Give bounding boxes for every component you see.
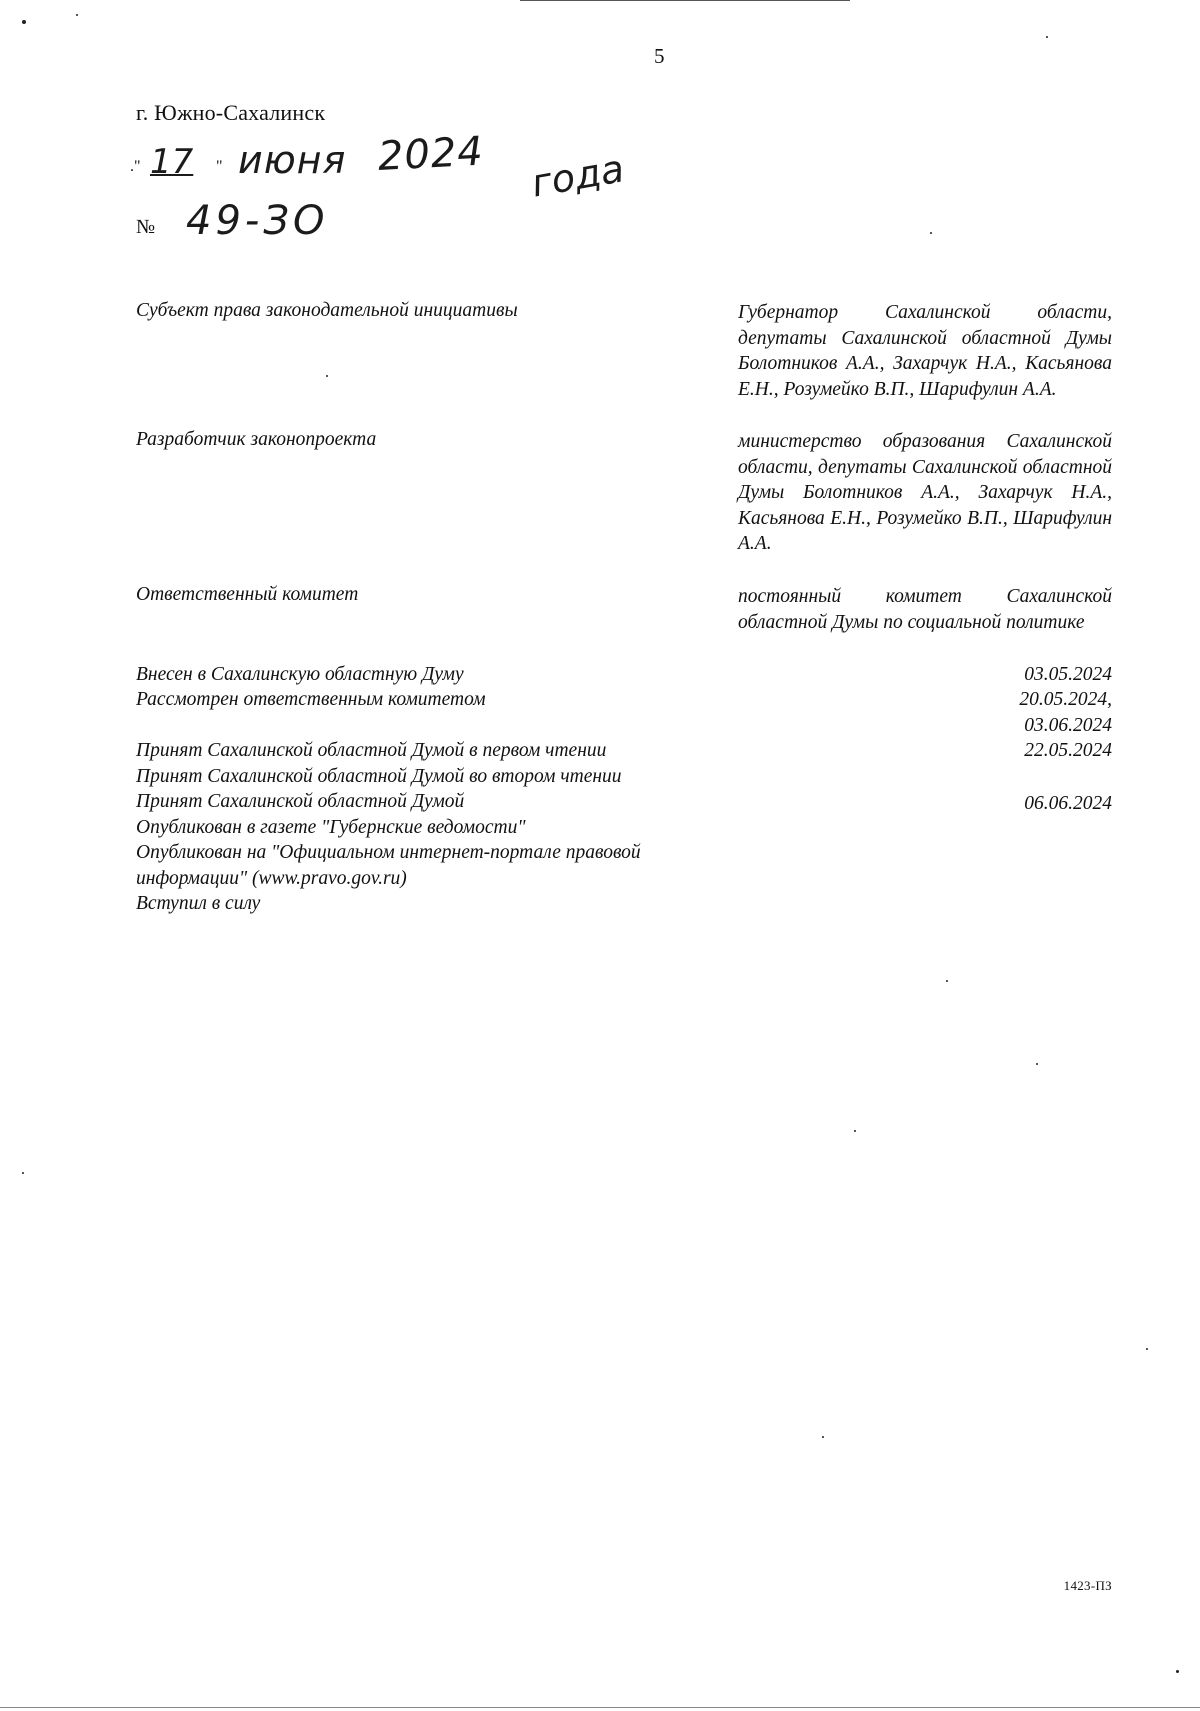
handwritten-year-word: года xyxy=(528,146,628,206)
subject-label: Субъект права законодательной инициативы xyxy=(136,300,518,321)
document-code: 1423-ПЗ xyxy=(1063,1578,1112,1593)
developer-label: Разработчик законопроекта xyxy=(136,429,377,450)
history-label: Принят Сахалинской областной Думой xyxy=(136,791,465,812)
history-label: Внесен в Сахалинскую областную Думу xyxy=(136,664,464,685)
history-date: 06.06.2024 xyxy=(1024,793,1112,814)
date-close-quote: " xyxy=(216,158,223,175)
history-label: Рассмотрен ответственным комитетом xyxy=(136,689,486,710)
history-date: 20.05.2024, xyxy=(1019,689,1112,710)
history-date: 22.05.2024 xyxy=(1024,740,1112,761)
history-date: 03.06.2024 xyxy=(1024,715,1112,736)
scan-speck xyxy=(22,20,26,24)
scan-speck xyxy=(76,14,78,16)
scan-speck xyxy=(930,232,932,234)
scan-speck xyxy=(1146,1348,1148,1350)
history-label: Принят Сахалинской областной Думой во втором чтении xyxy=(136,766,622,787)
committee-value: постоянный комитет Сахалинской областной Думы по социальной политике xyxy=(738,586,1112,633)
developer-value: министерство образования Сахалинской области, депутаты Сахалинской областной Думы Болотников А.А., Захарчук Н.А., Касьянова Е.Н., Розумейко В.П., Шарифулин А.А. xyxy=(738,431,1112,554)
handwritten-year: 2024 xyxy=(376,128,485,180)
history-label: информации" (www.pravo.gov.ru) xyxy=(136,868,407,889)
history-date: 03.05.2024 xyxy=(1024,664,1112,685)
scan-speck xyxy=(1036,1063,1038,1065)
number-sign: № xyxy=(136,216,156,238)
scan-speck xyxy=(326,375,328,377)
date-open-quote: ." xyxy=(130,158,141,175)
handwritten-day: 17 xyxy=(150,142,194,182)
committee-label: Ответственный комитет xyxy=(136,584,359,605)
scan-speck xyxy=(854,1130,856,1132)
history-label: Опубликован в газете "Губернские ведомости" xyxy=(136,817,526,838)
scan-speck xyxy=(1176,1670,1179,1673)
subject-value: Губернатор Сахалинской области, депутаты Сахалинской областной Думы Болотников А.А., Захарчук Н.А., Касьянова Е.Н., Розумейко В.П., Шарифулин А.А. xyxy=(738,302,1112,400)
city-line: г. Южно-Сахалинск xyxy=(136,100,326,125)
scan-speck xyxy=(946,980,948,982)
history-label: Принят Сахалинской областной Думой в первом чтении xyxy=(136,740,607,761)
page-number: 5 xyxy=(654,44,665,68)
scan-bottom-line xyxy=(0,1707,1200,1708)
handwritten-law-number: 49-ЗО xyxy=(186,198,329,244)
history-label: Вступил в силу xyxy=(136,893,261,914)
scan-speck xyxy=(22,1172,24,1174)
history-label: Опубликован на "Официальном интернет-портале правовой xyxy=(136,842,641,863)
scan-speck xyxy=(1046,36,1048,38)
scan-speck xyxy=(822,1436,824,1438)
handwritten-month: июня xyxy=(238,138,347,182)
scan-edge-line xyxy=(520,0,850,1)
